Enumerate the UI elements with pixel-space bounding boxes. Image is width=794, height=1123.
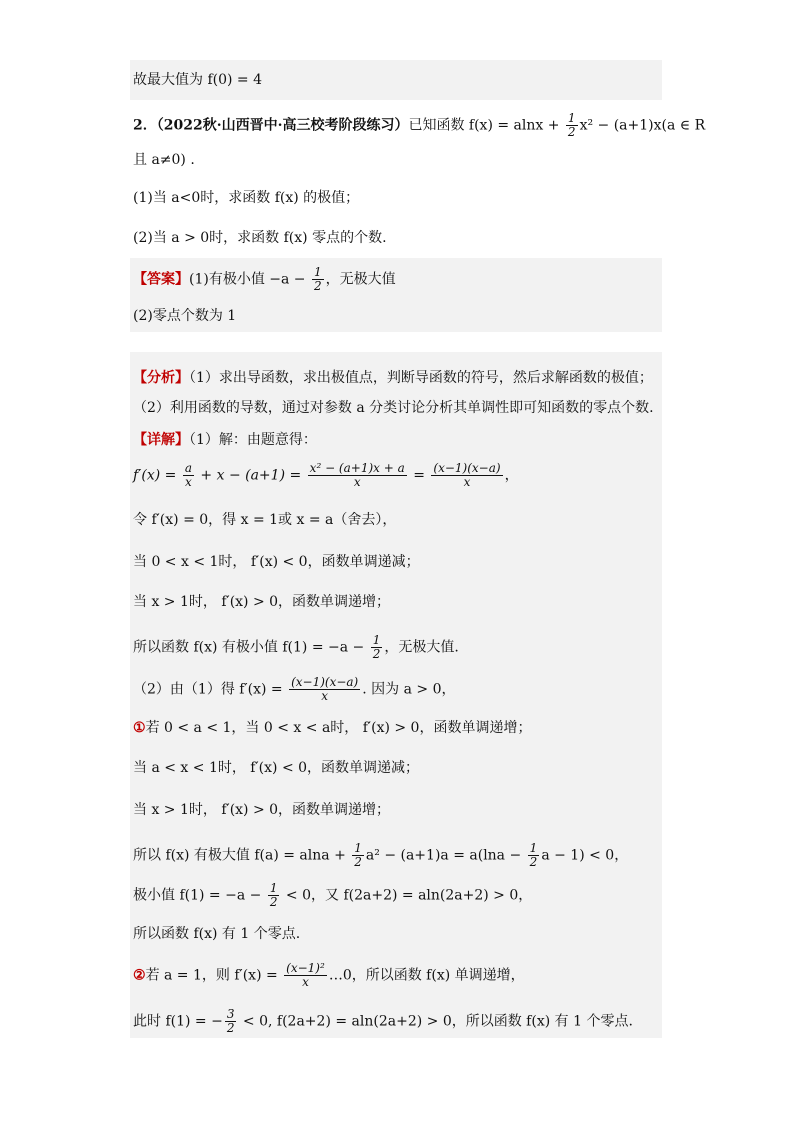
text: (1)当 a<0时，求函数 f(x) 的极值； [133,190,360,206]
text-line [133,842,628,869]
text: ，无极大值 [325,271,396,288]
problem-source: （2022秋·山西晋中·高三校考阶段练习） [156,117,409,134]
text: 当 x > 1时， f′(x) > 0，函数单调递增； [133,802,391,818]
text: （2）由（1）得 f′(x) = [133,681,288,698]
fraction-denominator: x [353,475,361,489]
text: 极小值 f(1) = −a − [133,887,266,904]
text-line [133,592,390,612]
text: 所以 f(x) 有极大值 f(a) = alna + [133,847,351,864]
text: < 0，又 f(2a+2) = aln(2a+2) > 0， [281,887,533,904]
fraction-numerator: 1 [354,841,362,855]
text: 所以函数 f(x) 有极小值 f(1) = −a − [133,639,369,656]
math-text: + x − (a+1) = [195,467,306,484]
question-part-1 [133,188,359,208]
case-marker: ① [133,720,146,736]
fraction-numerator: 1 [269,881,278,895]
solution-tag: 【详解】 [133,432,189,448]
text: （1）求出导函数，求出极值点，判断导函数的符号，然后求解函数的极值； [189,370,653,386]
fraction-numerator: x² − (a+1)x + a [309,461,405,475]
analysis-line [133,368,653,388]
case-marker: ② [133,967,146,984]
text-line [133,924,300,944]
text: 故最大值为 f(0) = 4 [133,72,263,88]
fraction-denominator: 2 [269,895,278,909]
text: …0，所以函数 f(x) 单调递增， [328,967,525,984]
solution-header [133,430,317,450]
text: (2)零点个数为 1 [133,308,237,324]
text: (2)当 a > 0时，求函数 f(x) 零点的个数. [133,230,387,246]
fraction-numerator: 1 [567,111,576,125]
text-line [133,510,396,530]
fraction [528,842,540,869]
fraction-denominator: 2 [314,279,322,293]
fraction [183,462,194,489]
fraction-numerator: 1 [372,633,381,647]
text-line [133,552,420,572]
math-text: = [408,467,430,484]
question-part-2 [133,228,387,248]
text: （2）利用函数的导数，通过对参数 a 分类讨论分析其单调性即可知函数的零点个数. [133,400,654,416]
math-text: f′(x) = [133,467,181,484]
fraction-denominator: x [321,689,329,703]
text: . 因为 a > 0， [362,681,456,698]
text-line [133,1008,633,1035]
text: < 0, f(2a+2) = aln(2a+2) > 0，所以函数 f(x) 有 1 个零点. [238,1013,633,1030]
fraction-numerator: 1 [314,265,322,279]
fraction [225,1008,237,1035]
fraction [371,634,383,661]
fraction-numerator: (x−1)(x−a) [291,675,359,689]
fraction [289,676,360,703]
text: (1)有极小值 −a − [189,271,310,288]
text-line [133,676,456,703]
text: 此时 f(1) = − [133,1013,223,1030]
fraction-denominator: x [463,475,471,489]
answer-line [133,306,236,326]
text: （1）解：由题意得： [189,432,317,448]
problem-number: 2． [133,117,157,134]
fraction-denominator: 2 [529,855,538,869]
formula-line [133,462,519,489]
fraction [308,462,407,489]
fraction [312,266,324,293]
fraction-numerator: 1 [529,841,538,855]
text: 若 a = 1，则 f′(x) = [145,967,283,984]
text-line [133,800,390,820]
text: 且 a≠0) . [133,152,195,168]
text: 当 x > 1时， f′(x) > 0，函数单调递增； [133,594,391,610]
fraction-denominator: 2 [354,855,362,869]
fraction-denominator: 2 [372,647,381,661]
text-line [133,758,419,778]
text: a − 1) < 0， [541,847,629,864]
fraction [268,882,280,909]
problem-text-tail: x² − (a+1)x(a ∈ R [579,117,706,134]
text-line [133,150,195,170]
answer-line [133,266,396,293]
fraction-numerator: a [184,461,192,475]
text-line [133,634,459,661]
case-1-line [133,718,531,738]
fraction [352,842,364,869]
text-line [133,70,262,90]
fraction-numerator: (x−1)² [286,961,325,975]
text-line [133,882,532,909]
fraction-denominator: x [302,975,309,989]
problem-text: 已知函数 f(x) = alnx + [408,117,564,134]
answer-tag: 【答案】 [133,271,189,288]
text: 当 0 < x < 1时， f′(x) < 0，函数单调递减； [133,554,420,570]
text: ， [504,467,519,484]
text: 若 0 < a < 1，当 0 < x < a时， f′(x) > 0，函数单调递增； [145,720,532,736]
text: 所以函数 f(x) 有 1 个零点. [133,926,301,942]
fraction [566,112,578,139]
case-2-line [133,962,525,989]
fraction [284,962,327,989]
problem-header [133,112,705,139]
text: 令 f′(x) = 0，得 x = 1或 x = a（舍去）， [133,512,397,528]
fraction [431,462,502,489]
analysis-line [133,398,654,418]
fraction-denominator: 2 [567,125,576,139]
text: 当 a < x < 1时， f′(x) < 0，函数单调递减； [133,760,420,776]
fraction-denominator: 2 [226,1021,235,1035]
text: ，无极大值. [384,639,459,656]
analysis-tag: 【分析】 [133,370,189,386]
fraction-numerator: (x−1)(x−a) [433,461,501,475]
fraction-numerator: 3 [226,1007,235,1021]
text: a² − (a+1)a = a(lna − [365,847,526,864]
fraction-denominator: x [185,475,192,489]
